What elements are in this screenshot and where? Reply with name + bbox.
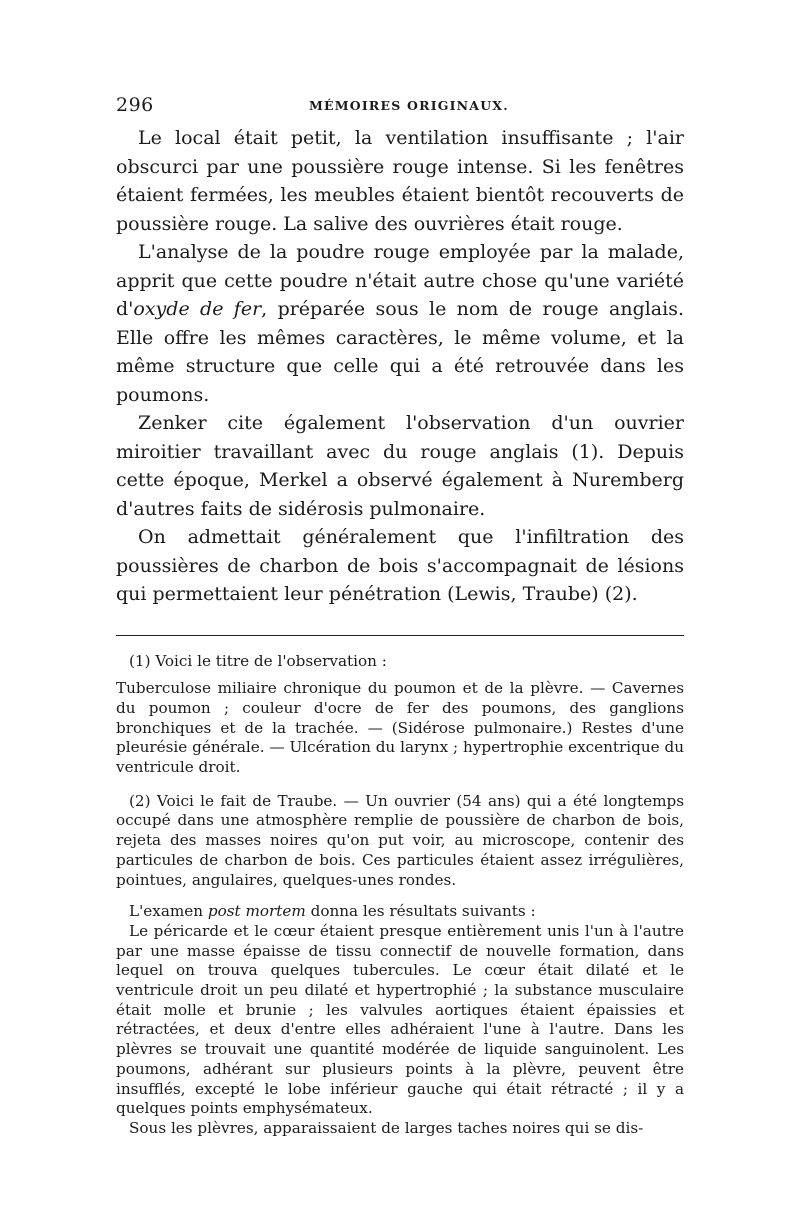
footnote-1-title: Tuberculose miliaire chronique du poumon et de la plèvre. — Cavernes du poumon ; couleur d'ocre de fer des poumons, des ganglions bronchiques et de la trachée. — (Sidérose pulmonaire.) Restes d'une pleurésie générale. — Ulcération du larynx ; hypertrophie excentrique du ventricule droit. xyxy=(116,679,684,777)
footnote-2-findings: Le péricarde et le cœur étaient presque entièrement unis l'un à l'autre par une masse épaisse de tissu connectif de nouvelle formation, dans lequel on trouva quelques tubercules. Le cœur était dilaté et le ventricule droit un peu dilaté et hypertrophié ; la substance musculaire était molle et brunie ; les valvules aortiques étaient épaissies et rétractées, et deux d'entre elles adhéraient l'une à l'autre. Dans les plèvres se trouvait une quantité modérée de liquide sanguinolent. Les poumons, adhérant sur plusieurs points à la plèvre, peuvent être insufflés, excepté le lobe inférieur gauche qui était rétracté ; il y a quelques points emphysémateux. xyxy=(116,921,684,1118)
exam-heading-start: L'examen xyxy=(129,902,208,921)
footnote-1-intro: (1) Voici le titre de l'observation : xyxy=(129,651,387,670)
footnote-2-exam-heading xyxy=(116,902,684,922)
post-mortem-term: post mortem xyxy=(207,902,306,921)
main-text xyxy=(116,124,684,609)
footnote-divider xyxy=(116,635,684,636)
exam-heading-end: donna les résultats suivants : xyxy=(305,902,536,921)
paragraph-charcoal-infiltration: On admettait généralement que l'infiltration des poussières de charbon de bois s'accompagnait de lésions qui permettaient leur pénétration (Lewis, Traube) (2). xyxy=(116,526,684,605)
page-number: 296 xyxy=(116,94,154,116)
running-title: MÉMOIRES ORIGINAUX. xyxy=(309,98,509,113)
paragraph-powder-analysis-end: , préparée sous le nom de rouge anglais. Elle offre les mêmes caractères, le même volume, et la même structure que celle qui a été retrouvée dans les poumons. xyxy=(116,298,684,406)
oxyde-de-fer-term: oxyde de fer xyxy=(133,298,262,320)
footnote-2-continuation: Sous les plèvres, apparaissaient de larges taches noires qui se dis- xyxy=(129,1118,644,1137)
document-page xyxy=(116,94,684,1139)
running-header xyxy=(116,94,684,124)
paragraph-zenker-observation: Zenker cite également l'observation d'un ouvrier miroitier travaillant avec du rouge anglais (1). Depuis cette époque, Merkel a observé également à Nuremberg d'autres faits de sidérosis pulmonaire. xyxy=(116,412,684,520)
paragraph-powder-analysis-start: L'analyse de la poudre rouge employée par la malade, apprit que cette poudre n'était autre chose qu'une variété d' xyxy=(116,241,684,320)
footnote-2-traube: (2) Voici le fait de Traube. — Un ouvrier (54 ans) qui a été longtemps occupé dans une atmosphère remplie de poussière de charbon de bois, rejeta des masses noires qu'on put voir, au microscope, contenir des particules de charbon de bois. Ces particules étaient assez irrégulières, pointues, angulaires, quelques-unes rondes. xyxy=(116,791,684,889)
paragraph-local-description: Le local était petit, la ventilation insuffisante ; l'air obscurci par une poussière rouge intense. Si les fenêtres étaient fermées, les meubles étaient bientôt recouverts de poussière rouge. La salive des ouvrières était rouge. xyxy=(116,127,684,235)
footnotes xyxy=(116,652,684,1139)
paragraph-powder-analysis xyxy=(116,238,684,409)
